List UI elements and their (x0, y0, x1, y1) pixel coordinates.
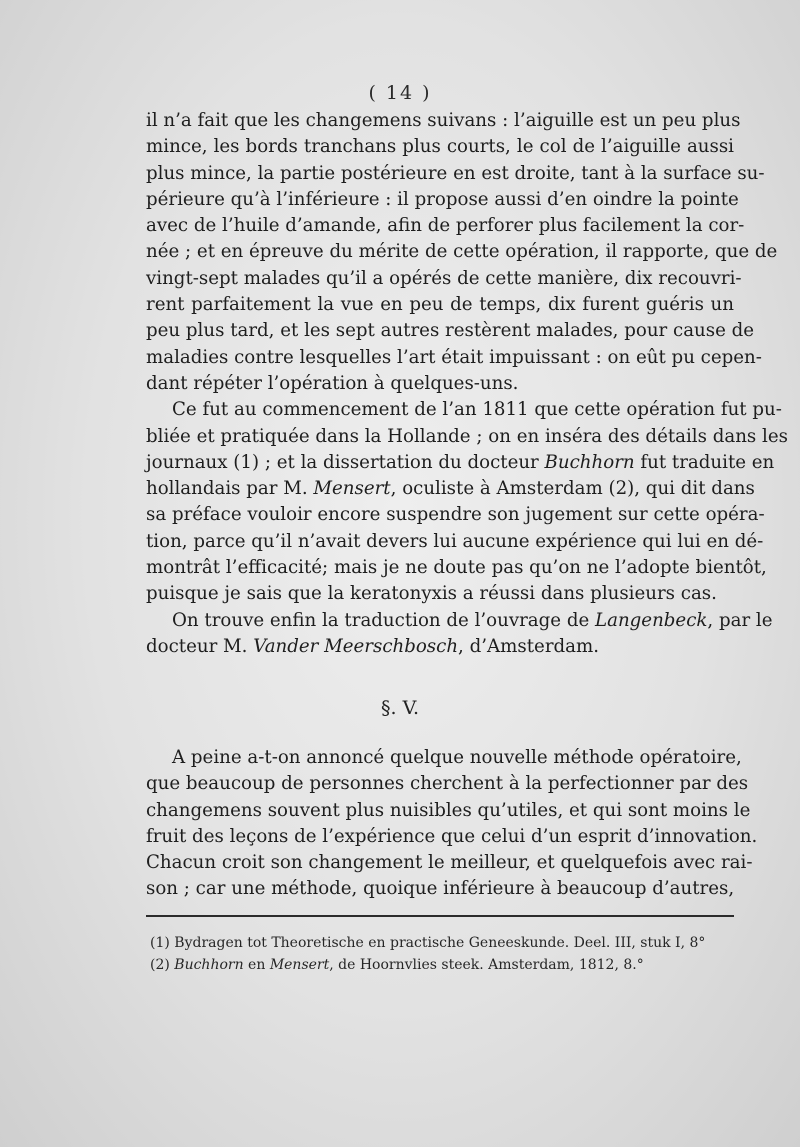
text-line: maladies contre lesquelles l’art était impuissant : on eût pu cepen- (146, 346, 762, 368)
author-name: Buchhorn (174, 957, 244, 973)
text-line: changemens souvent plus nuisibles qu’utiles, et qui sont moins le (146, 799, 751, 821)
text-run: (2) (150, 957, 175, 973)
text-line (146, 634, 734, 660)
text-line: avec de l’huile d’amande, afin de perforer plus facilement la cor- (146, 215, 745, 237)
text-line (146, 450, 775, 476)
text-run: On trouve enfin la traduction de l’ouvrage de (172, 609, 596, 631)
text-line: sa préface vouloir encore suspendre son jugement sur cette opéra- (146, 504, 765, 526)
text-run: journaux (1) ; et la dissertation du docteur (146, 451, 545, 473)
footnote-1: (1) Bydragen tot Theoretische en practische Geneeskunde. Deel. III, stuk I, 8° (150, 935, 706, 951)
author-name: Mensert (269, 957, 330, 973)
text-line: peu plus tard, et les sept autres restèrent malades, pour cause de (146, 320, 755, 342)
author-name: Buchhorn (544, 451, 635, 473)
text-line: périeure qu’à l’inférieure : il propose aussi d’en oindre la pointe (146, 188, 739, 210)
text-run: hollandais par M. (146, 478, 314, 500)
text-run: , d’Amsterdam. (458, 635, 600, 657)
text-run: , de Hoornvlies steek. Amsterdam, 1812, 8.° (329, 957, 644, 973)
text-line: son ; car une méthode, quoique inférieure à beaucoup d’autres, (146, 878, 735, 900)
text-line: vingt-sept malades qu’il a opérés de cette manière, dix recouvri- (146, 267, 742, 289)
text-line: puisque je sais que la keratonyxis a réussi dans plusieurs cas. (146, 583, 717, 605)
text-line: que beaucoup de personnes cherchent à la perfectionner par des (146, 773, 749, 795)
section-heading: §. V. (380, 697, 420, 719)
text-line (146, 476, 755, 502)
text-line: dant répéter l’opération à quelques-uns. (146, 372, 519, 394)
text-run: , oculiste à Amsterdam (2), qui dit dans (390, 478, 755, 500)
text-line (146, 608, 773, 634)
text-line: il n’a fait que les changemens suivans : l’aiguille est un peu plus (146, 110, 741, 131)
text-run: fut traduite en (634, 451, 775, 473)
footnotes (150, 932, 740, 976)
text-line: Ce fut au commencement de l’an 1811 que cette opération fut pu- (172, 399, 782, 421)
text-line: plus mince, la partie postérieure en est droite, tant à la surface su- (146, 162, 765, 184)
text-line: bliée et pratiquée dans la Hollande ; on en inséra des détails dans les (146, 425, 788, 447)
page-number: ( 14 ) (368, 82, 432, 104)
text-line: Chacun croit son changement le meilleur, et quelquefois avec rai- (146, 852, 753, 874)
footnote-divider (146, 915, 734, 917)
text-line: née ; et en épreuve du mérite de cette opération, il rapporte, que de (146, 241, 778, 263)
text-line: rent parfaitement la vue en peu de temps, dix furent guéris un (146, 294, 734, 316)
text-run: , par le (707, 609, 773, 631)
text-run: docteur M. (146, 635, 254, 657)
text-run: en (243, 957, 270, 973)
text-line: A peine a-t-on annoncé quelque nouvelle méthode opératoire, (172, 747, 742, 768)
text-line: mince, les bords tranchans plus courts, le col de l’aiguille aussi (146, 136, 734, 158)
body-text-lower (146, 745, 758, 903)
text-line: fruit des leçons de l’expérience que celui d’un esprit d’innovation. (146, 825, 758, 847)
author-name: Langenbeck (595, 609, 708, 631)
text-line: montrât l’efficacité; mais je ne doute pas qu’on ne l’adopte bientôt, (146, 557, 767, 579)
body-text-upper (146, 108, 788, 660)
footnote-2 (150, 954, 740, 976)
text-line: tion, parce qu’il n’avait devers lui aucune expérience qui lui en dé- (146, 530, 764, 552)
author-name: Vander Meerschbosch (253, 635, 459, 657)
author-name: Mensert (313, 478, 391, 500)
